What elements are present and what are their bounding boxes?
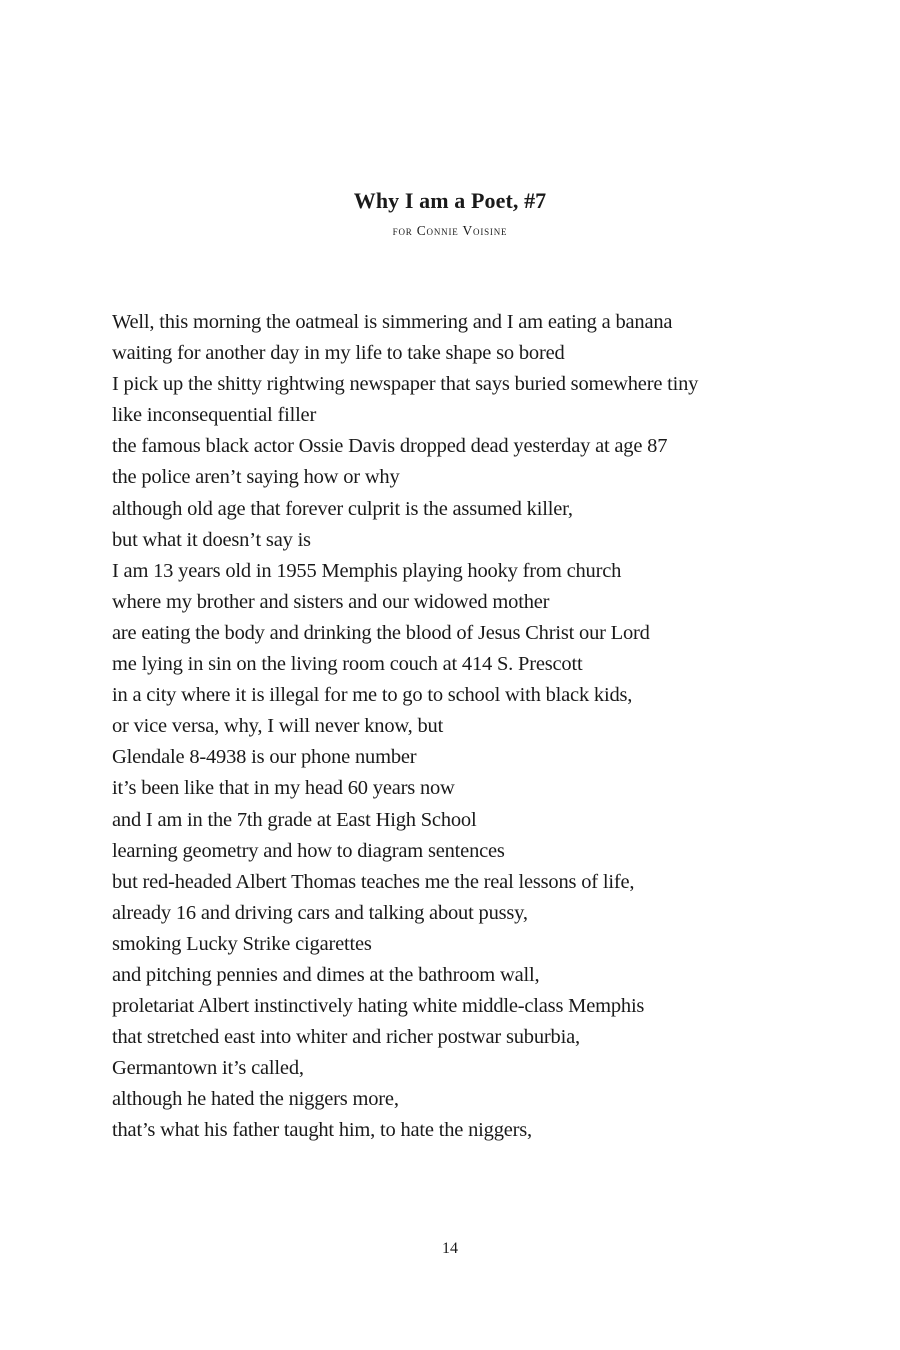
poem-line: I am 13 years old in 1955 Memphis playing hooky from church bbox=[112, 559, 622, 582]
poem-line: in a city where it is illegal for me to go to school with black kids, bbox=[112, 684, 633, 707]
poem-line: Well, this morning the oatmeal is simmering and I am eating a banana bbox=[112, 311, 673, 333]
poem-line: learning geometry and how to diagram sentences bbox=[112, 839, 505, 862]
poem-line: are eating the body and drinking the blood of Jesus Christ our Lord bbox=[112, 621, 650, 644]
poem-line: although old age that forever culprit is the assumed killer, bbox=[112, 497, 573, 520]
poem-line: I pick up the shitty rightwing newspaper that says buried somewhere tiny bbox=[112, 373, 699, 396]
poem-line: like inconsequential filler bbox=[112, 404, 317, 427]
poem-line: waiting for another day in my life to take shape so bored bbox=[112, 342, 565, 365]
poem-line: the famous black actor Ossie Davis dropped dead yesterday at age 87 bbox=[112, 435, 668, 458]
poem-line: already 16 and driving cars and talking about pussy, bbox=[112, 901, 528, 924]
poem-line: or vice versa, why, I will never know, but bbox=[112, 715, 444, 738]
poem-line: it’s been like that in my head 60 years now bbox=[112, 777, 455, 800]
poem-line: Glendale 8-4938 is our phone number bbox=[112, 746, 417, 769]
page-number: 14 bbox=[442, 1240, 458, 1257]
poem-dedication: for Connie Voisine bbox=[392, 223, 508, 238]
poem-line: that’s what his father taught him, to hate the niggers, bbox=[112, 1119, 532, 1142]
poem-line: although he hated the niggers more, bbox=[112, 1088, 399, 1111]
poem-line: and I am in the 7th grade at East High School bbox=[112, 808, 477, 831]
poem-title: Why I am a Poet, #7 bbox=[353, 188, 547, 213]
poem-line: but red-headed Albert Thomas teaches me the real lessons of life, bbox=[112, 870, 635, 893]
poem-line: but what it doesn’t say is bbox=[112, 528, 311, 551]
poem-line: me lying in sin on the living room couch at 414 S. Prescott bbox=[112, 653, 583, 676]
poem-line: Germantown it’s called, bbox=[112, 1057, 304, 1080]
poem-line: that stretched east into whiter and richer postwar suburbia, bbox=[112, 1026, 580, 1049]
poem-line: where my brother and sisters and our widowed mother bbox=[112, 590, 550, 613]
poem-line: and pitching pennies and dimes at the bathroom wall, bbox=[112, 963, 540, 986]
poem-line: proletariat Albert instinctively hating white middle-class Memphis bbox=[112, 995, 645, 1018]
poem-line: the police aren’t saying how or why bbox=[112, 466, 400, 489]
poem-body bbox=[112, 307, 832, 1147]
poem-line: smoking Lucky Strike cigarettes bbox=[112, 932, 372, 955]
